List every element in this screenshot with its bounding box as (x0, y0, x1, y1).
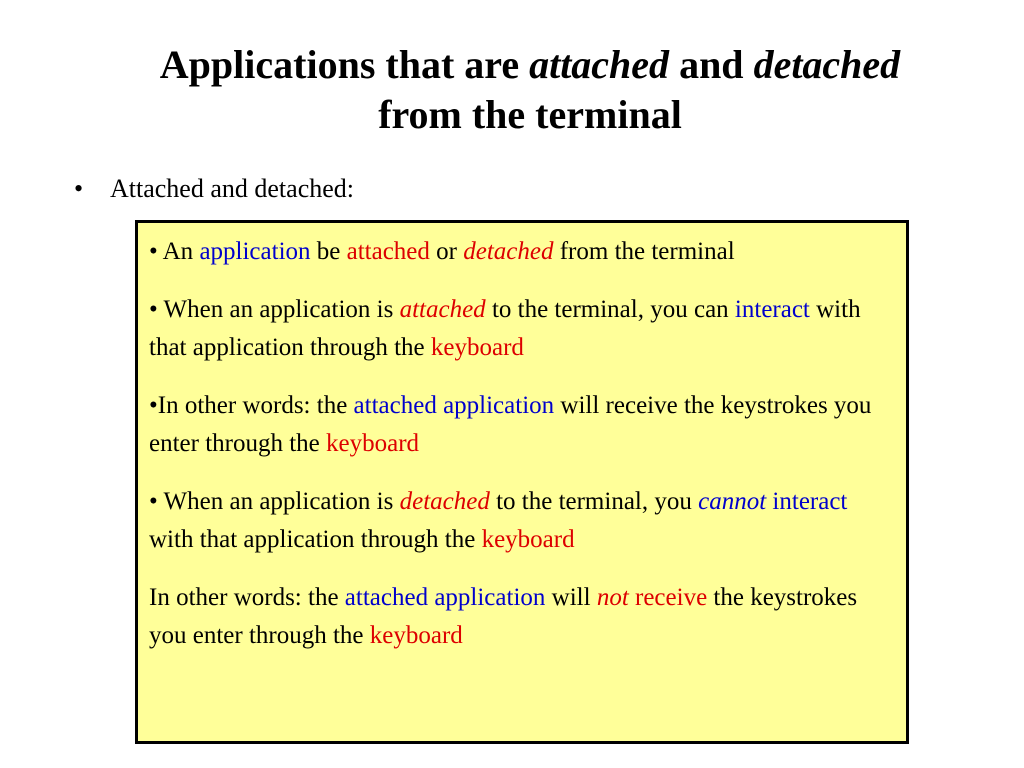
highlight-blue: interact (772, 488, 848, 515)
title-line-1 (60, 40, 1000, 90)
highlight-red-italic: not (596, 584, 629, 611)
text: to the terminal, you can (485, 296, 735, 323)
text: • When an application is (149, 488, 400, 515)
text: • When an application is (149, 296, 400, 323)
highlight-red: receive (635, 584, 708, 611)
text: to the terminal, you (489, 488, 699, 515)
text: or (429, 238, 464, 265)
text: will (545, 584, 597, 611)
paragraph-2 (149, 291, 896, 367)
paragraph-4 (149, 483, 896, 559)
paragraph-1 (149, 233, 896, 271)
slide-title (60, 40, 1000, 140)
text: with that application through the (149, 526, 482, 553)
text: be (310, 238, 347, 265)
highlight-red-italic: detached (463, 238, 554, 265)
highlight-red-italic: attached (399, 296, 486, 323)
paragraph-5 (149, 579, 896, 655)
highlight-red-italic: detached (399, 488, 490, 515)
highlight-red: keyboard (369, 622, 463, 649)
highlight-blue: application (199, 238, 311, 265)
title-text: Applications that are (159, 42, 530, 87)
text: with that application through the (149, 296, 861, 361)
highlight-blue-italic: cannot (698, 488, 767, 515)
text: • An (149, 238, 200, 265)
text: In other words: the (149, 584, 345, 611)
highlight-red: keyboard (430, 334, 524, 361)
title-attached: attached (529, 42, 670, 87)
text: will receive the keystrokes you enter through the (149, 392, 872, 457)
bullet-marker: • (74, 174, 84, 203)
paragraph-3 (149, 387, 896, 463)
highlight-blue: attached application (344, 584, 546, 611)
top-bullet (74, 172, 354, 206)
highlight-red: keyboard (326, 430, 420, 457)
highlight-red: keyboard (481, 526, 575, 553)
title-text: and (669, 42, 754, 87)
text: •In other words: the (149, 392, 354, 419)
highlight-blue: attached application (353, 392, 555, 419)
content-box (135, 220, 909, 744)
title-line-2: from the terminal (378, 92, 682, 137)
bullet-text: Attached and detached: (110, 174, 354, 203)
text: from the terminal (553, 238, 735, 265)
highlight-blue: interact (734, 296, 810, 323)
highlight-red: attached (346, 238, 430, 265)
title-detached: detached (753, 42, 901, 87)
text: the keystrokes you enter through the (149, 584, 858, 649)
